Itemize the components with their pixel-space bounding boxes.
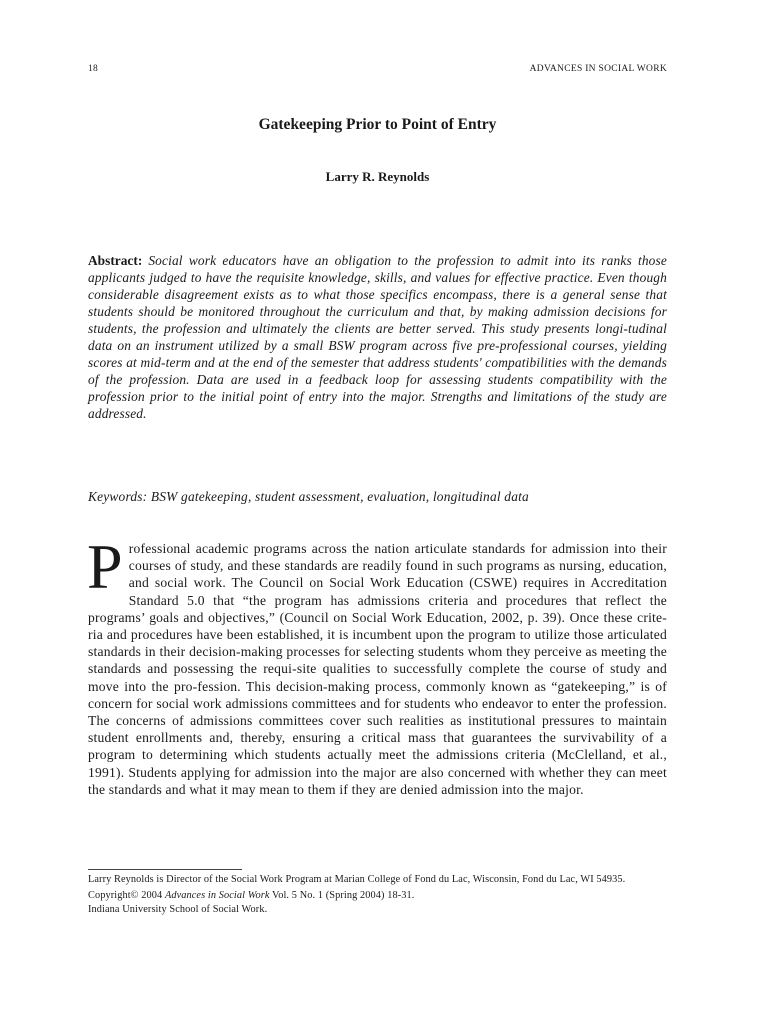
footnote <box>88 873 667 917</box>
body-text: rofessional academic programs across the nation articulate standards for admission into their courses of study, and these standards are readily found in such programs as nursing, education, and social work. The Council on Social Work Education (CSWE) requires in Accreditation Standard 5.0 that “the program has admissions criteria and procedures that reflect the programs’ goals and objectives,” (Council on Social Work Education, 2002, p. 39). Once these crite-ria and procedures have been established, it is incumbent upon the program to utilize those articulated standards in their decision-making processes for selecting students whom they perceive as meeting the standards and possessing the requi-site qualities to successfully complete the course of study and move into the pro-fession. This decision-making process, commonly known as “gatekeeping,” is of concern for social work admissions committees and for students who endeavor to enter the profession. The concerns of admissions committees cover such realities as institutional pressures to maintain student enrollments and, thereby, ensuring a critical mass that guarantees the survivability of a program to determining which students actually meet the admissions criteria (McClelland, et al., 1991). Students applying for admission into the major are also concerned with whether they can meet the standards and what it may mean to them if they are denied admission into the major. <box>88 541 667 797</box>
keywords: Keywords: BSW gatekeeping, student assessment, evaluation, longitudinal data <box>88 489 529 504</box>
drop-cap: P <box>87 531 123 602</box>
article-title: Gatekeeping Prior to Point of Entry <box>258 116 497 133</box>
copyright-line <box>88 889 667 903</box>
abstract <box>88 252 667 422</box>
abstract-text: Social work educators have an obligation to the profession to admit into its ranks those applicants judged to have the requisite knowledge, skills, and values for effective practice. Even though considerable disagreement exists as to what those specifics encompass, there is a general sense that students should be monitored throughout the curriculum and that, by making admission decisions for students, the profession and ultimately the clients are better served. This study presents longi-tudinal data on an instrument utilized by a small BSW program across five pre-professional courses, yielding scores at mid-term and at the end of the semester that address students' compatibilities with the demands of the profession. Data are used in a feedback loop for assessing students compatibility with the profession prior to the initial point of entry into the major. Strengths and limitations of the study are addressed. <box>88 253 667 421</box>
footnote-rule <box>88 869 242 870</box>
body-paragraph <box>87 531 667 798</box>
institution: Indiana University School of Social Work. <box>88 904 268 915</box>
paper-page <box>88 0 667 1024</box>
abstract-label: Abstract: <box>88 253 143 268</box>
article-author: Larry R. Reynolds <box>325 169 430 184</box>
journal-name: ADVANCES IN SOCIAL WORK <box>529 64 667 74</box>
copyright-suffix: Vol. 5 No. 1 (Spring 2004) 18-31. <box>269 890 415 901</box>
copyright-prefix: Copyright© 2004 <box>88 890 165 901</box>
page-number: 18 <box>88 64 99 74</box>
copyright-journal: Advances in Social Work <box>164 890 270 901</box>
author-bio: Larry Reynolds is Director of the Social Work Program at Marian College of Fond du Lac, Wisconsin, Fond du Lac, WI 54935. <box>88 874 626 885</box>
